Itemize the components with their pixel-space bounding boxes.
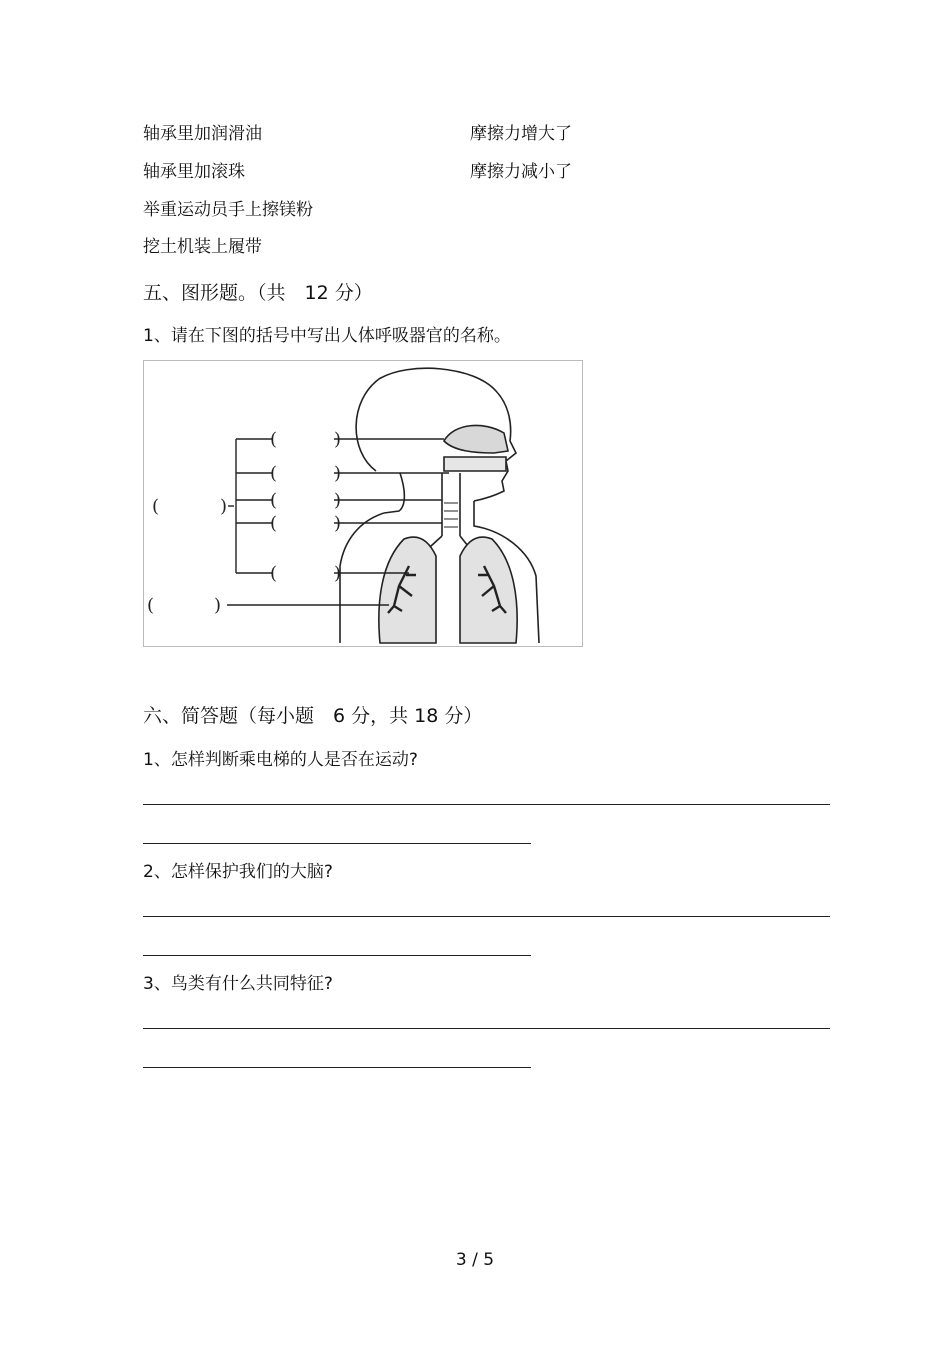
bracket-close-4: ) (334, 513, 342, 534)
bracket-close-3: ) (334, 490, 342, 511)
answer-line[interactable] (143, 843, 531, 844)
bracket-close-5: ) (334, 563, 342, 584)
answer-line[interactable] (143, 804, 830, 805)
bracket-open-lung: ( (147, 595, 155, 616)
answer-line[interactable] (143, 1067, 531, 1068)
page-number: 3 / 5 (455, 1250, 495, 1270)
bracket-open-group: ( (152, 496, 160, 517)
bracket-open-3: ( (270, 490, 278, 511)
answer-line[interactable] (143, 1028, 830, 1029)
section6-question-2: 2、怎样保护我们的大脑? (143, 862, 333, 882)
bracket-open-4: ( (270, 513, 278, 534)
bracket-open-1: ( (270, 429, 278, 450)
section6-question-1: 1、怎样判断乘电梯的人是否在运动? (143, 750, 418, 770)
bracket-close-group: ) (220, 496, 228, 517)
bracket-open-2: ( (270, 463, 278, 484)
bracket-close-2: ) (334, 463, 342, 484)
section6-question-3: 3、鸟类有什么共同特征? (143, 974, 333, 994)
match-left-2: 轴承里加滚珠 (143, 162, 245, 182)
respiratory-diagram-svg (144, 361, 584, 648)
answer-line[interactable] (143, 955, 531, 956)
section5-question-1: 1、请在下图的括号中写出人体呼吸器官的名称。 (143, 326, 511, 346)
section5-title: 五、图形题。（共 12 分） (143, 282, 373, 304)
match-right-2: 摩擦力减小了 (470, 162, 572, 182)
match-left-3: 举重运动员手上擦镁粉 (143, 200, 313, 220)
match-right-1: 摩擦力增大了 (470, 124, 572, 144)
match-left-4: 挖土机装上履带 (143, 237, 262, 257)
answer-line[interactable] (143, 916, 830, 917)
bracket-close-lung: ) (214, 595, 222, 616)
section6-title: 六、简答题（每小题 6 分，共 18 分） (143, 705, 483, 727)
bracket-close-1: ) (334, 429, 342, 450)
respiratory-diagram (143, 360, 583, 647)
match-left-1: 轴承里加润滑油 (143, 124, 262, 144)
bracket-open-5: ( (270, 563, 278, 584)
